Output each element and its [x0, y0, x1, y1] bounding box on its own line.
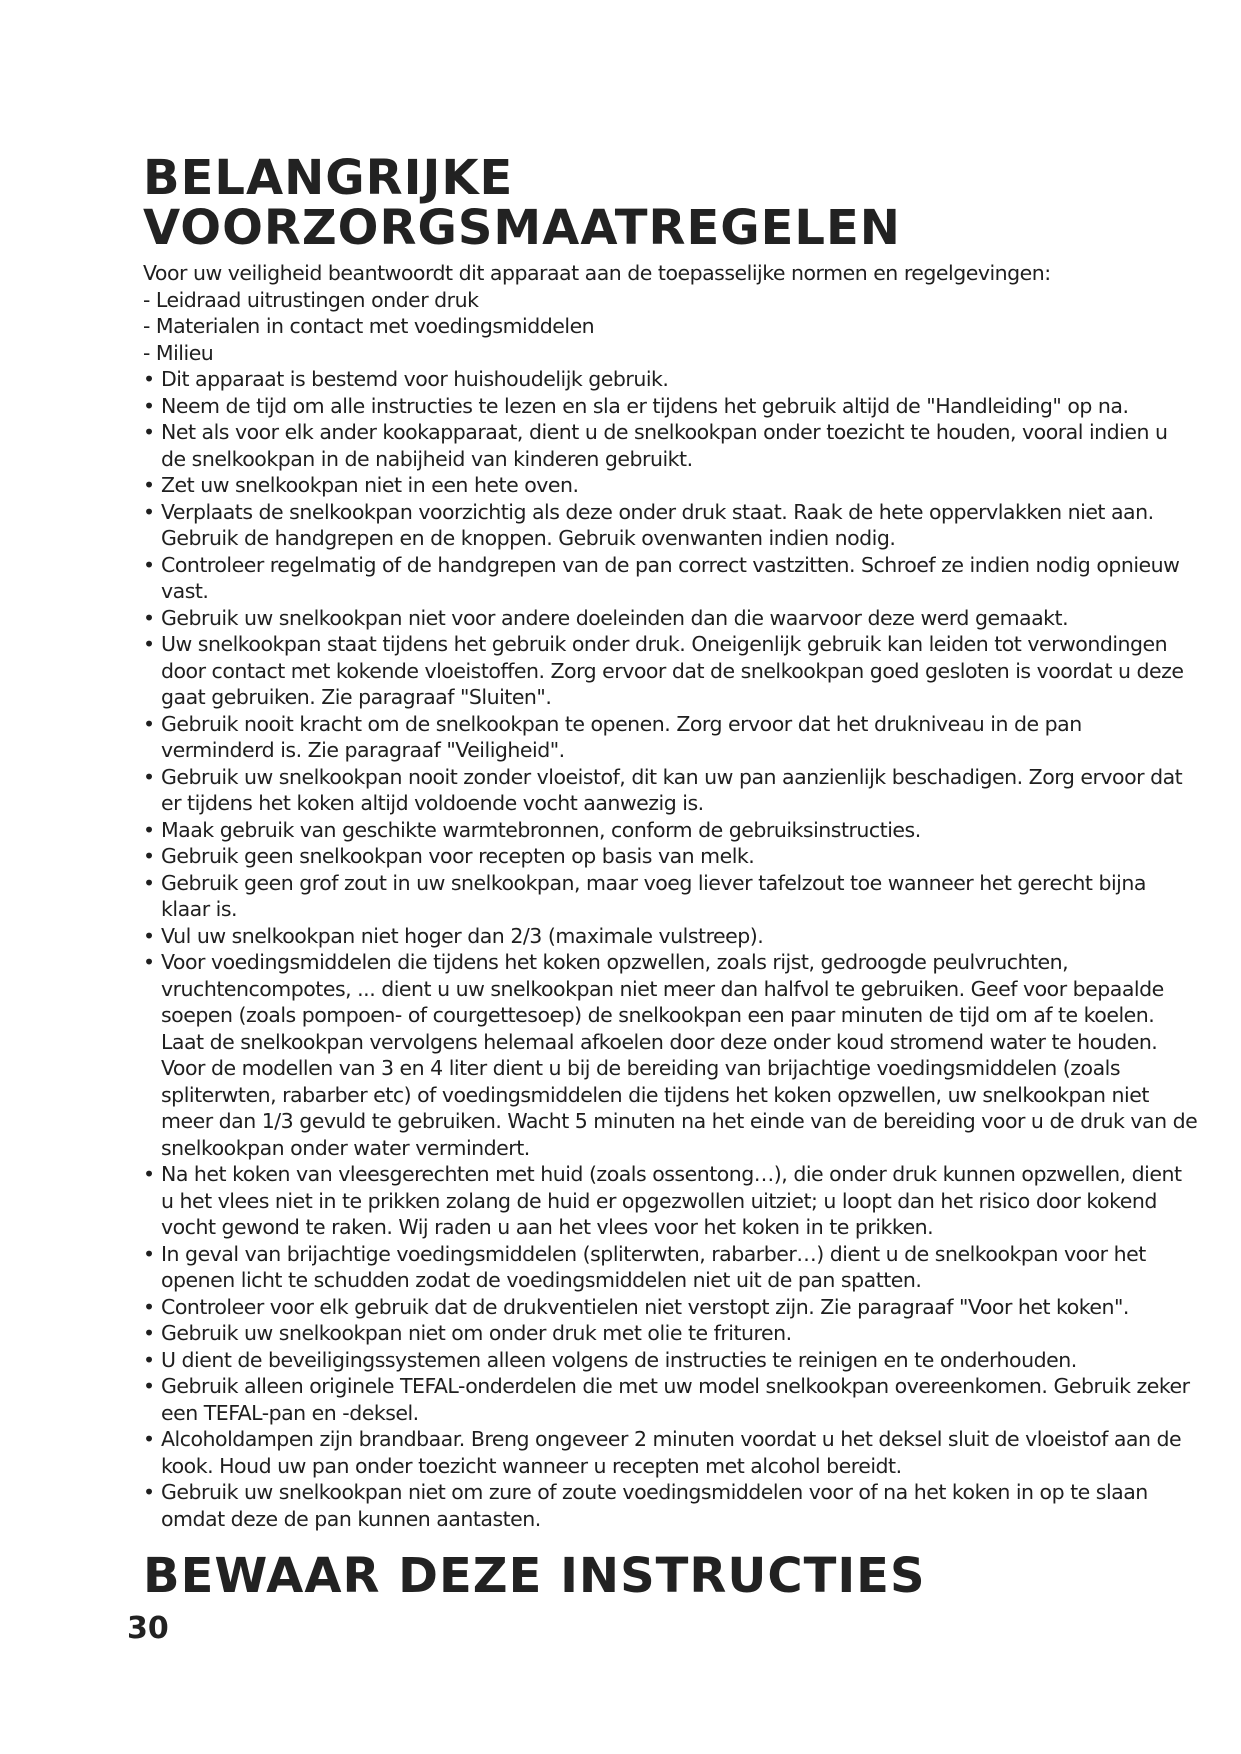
list-item-text: Voor voedingsmiddelen die tijdens het koken opzwellen, zoals rijst, gedroogde peulvruchten, vruchtencompotes, ... dient u uw snelkookpan niet meer dan halfvol te gebruiken. Geef voor bepaalde soepen (zoals pompoen- of courgettesoep) de snelkookpan een paar minuten de tijd om af te koelen. Laat de snelkookpan vervolgens helemaal afkoelen door deze onder koud stromend water te houden. Voor de modellen van 3 en 4 liter dient u bij de bereiding van brijachtige voedingsmiddelen (zoals spliterwten, rabarber etc) of voedingsmiddelen die tijdens het koken opzwellen, uw snelkookpan niet meer dan 1/3 gevuld te gebruiken. Wacht 5 minuten na het einde van de bereiding voor u de druk van de snelkookpan onder water vermindert.	[161, 950, 1198, 1160]
closing-title: BEWAAR DEZE INSTRUCTIES	[143, 1548, 926, 1604]
list-item-text: Neem de tijd om alle instructies te lezen en sla er tijdens het gebruik altijd de "Handleiding" op na.	[161, 393, 1129, 418]
bullet-icon: •	[143, 420, 155, 444]
norm-item: - Milieu	[143, 340, 214, 365]
list-item	[143, 419, 1198, 472]
bullet-icon: •	[143, 923, 155, 948]
precautions-list	[143, 366, 1198, 1532]
bullet-icon: •	[143, 711, 155, 736]
page-title-line-1: BELANGRIJKE	[143, 150, 514, 206]
bullet-icon: •	[143, 844, 155, 868]
list-item	[143, 1426, 1198, 1479]
list-item-text: Gebruik nooit kracht om de snelkookpan te openen. Zorg ervoor dat het drukniveau in de pan verminderd is. Zie paragraaf "Veiligheid".	[161, 711, 1082, 762]
bullet-icon: •	[143, 605, 155, 630]
list-item-text: Alcoholdampen zijn brandbaar. Breng ongeveer 2 minuten voordat u het deksel sluit de vloeistof aan de kook. Houd uw pan onder toezicht wanneer u recepten met alcohol bereidt.	[161, 1427, 1182, 1478]
bullet-icon: •	[143, 1427, 155, 1451]
bullet-icon: •	[143, 499, 155, 524]
list-item-text: Net als voor elk ander kookapparaat, dient u de snelkookpan onder toezicht te houden, vooral indien u de snelkookpan in de nabijheid van kinderen gebruikt.	[161, 420, 1168, 471]
list-item	[143, 499, 1198, 552]
list-item	[143, 366, 1198, 393]
list-item-text: Gebruik alleen originele TEFAL-onderdelen die met uw model snelkookpan overeenkomen. Gebruik zeker een TEFAL-pan en -deksel.	[161, 1374, 1190, 1425]
bullet-icon: •	[143, 950, 155, 974]
bullet-icon: •	[143, 1162, 155, 1186]
list-item-text: Zet uw snelkookpan niet in een hete oven.	[161, 473, 579, 497]
bullet-icon: •	[143, 632, 155, 656]
list-item	[143, 1161, 1198, 1241]
bullet-icon: •	[143, 1241, 155, 1266]
list-item-text: Na het koken van vleesgerechten met huid (zoals ossentong…), die onder druk kunnen opzwellen, dient u het vlees niet in te prikken zolang de huid er opgezwollen uitziet; u loopt dan het risico door kokend vocht gewond te raken. Wij raden u aan het vlees voor het koken in te prikken.	[161, 1162, 1182, 1239]
list-item	[143, 472, 1198, 499]
page-title	[143, 150, 1143, 256]
list-item	[143, 764, 1198, 817]
list-item-text: Gebruik uw snelkookpan nooit zonder vloeistof, dit kan uw pan aanzienlijk beschadigen. Zorg ervoor dat er tijdens het koken altijd voldoende vocht aanwezig is.	[161, 764, 1183, 815]
intro-text: Voor uw veiligheid beantwoordt dit apparaat aan de toepasselijke normen en regelgevingen:	[143, 261, 1051, 285]
bullet-icon: •	[143, 1480, 155, 1504]
page-title-line-2: VOORZORGSMAATREGELEN	[143, 200, 901, 256]
list-item-text: In geval van brijachtige voedingsmiddelen (spliterwten, rabarber…) dient u de snelkookpan voor het openen licht te schudden zodat de voedingsmiddelen niet uit de pan spatten.	[161, 1241, 1146, 1292]
list-item	[143, 1294, 1198, 1321]
bullet-icon: •	[143, 764, 155, 789]
bullet-icon: •	[143, 1374, 155, 1398]
list-item	[143, 1479, 1198, 1532]
list-item	[143, 1347, 1198, 1374]
bullet-icon: •	[143, 393, 155, 418]
list-item	[143, 1241, 1198, 1294]
list-item	[143, 949, 1198, 1161]
list-item	[143, 393, 1198, 420]
list-item	[143, 1373, 1198, 1426]
list-item-text: Gebruik geen grof zout in uw snelkookpan, maar voeg liever tafelzout toe wanneer het gerecht bijna klaar is.	[161, 870, 1146, 921]
list-item	[143, 817, 1198, 844]
bullet-icon: •	[143, 817, 155, 842]
precautions-body	[143, 260, 1198, 1532]
bullet-icon: •	[143, 552, 155, 577]
bullet-icon: •	[143, 870, 155, 895]
page-number: 30	[127, 1611, 169, 1646]
list-item	[143, 1320, 1198, 1347]
norm-item: - Leidraad uitrustingen onder druk	[143, 287, 479, 312]
list-item-text: Controleer regelmatig of de handgrepen van de pan correct vastzitten. Schroef ze indien nodig opnieuw vast.	[161, 552, 1180, 603]
bullet-icon: •	[143, 473, 155, 497]
list-item-text: Controleer voor elk gebruik dat de drukventielen niet verstopt zijn. Zie paragraaf "Voor het koken".	[161, 1294, 1129, 1319]
list-item	[143, 870, 1198, 923]
list-item	[143, 923, 1198, 950]
bullet-icon: •	[143, 1347, 155, 1372]
list-item-text: Gebruik uw snelkookpan niet om onder druk met olie te frituren.	[161, 1321, 792, 1345]
list-item	[143, 631, 1198, 711]
list-item-text: Gebruik geen snelkookpan voor recepten op basis van melk.	[161, 844, 755, 868]
list-item-text: Maak gebruik van geschikte warmtebronnen, conform de gebruiksinstructies.	[161, 817, 921, 842]
norm-item: - Materialen in contact met voedingsmiddelen	[143, 314, 595, 338]
bullet-icon: •	[143, 1294, 155, 1319]
list-item	[143, 843, 1198, 870]
list-item	[143, 711, 1198, 764]
list-item-text: U dient de beveiligingssystemen alleen volgens de instructies te reinigen en te onderhouden.	[161, 1347, 1077, 1372]
list-item-text: Uw snelkookpan staat tijdens het gebruik onder druk. Oneigenlijk gebruik kan leiden tot verwondingen door contact met kokende vloeistoffen. Zorg ervoor dat de snelkookpan goed gesloten is voordat u deze gaat gebruiken. Zie paragraaf "Sluiten".	[161, 632, 1184, 709]
list-item	[143, 605, 1198, 632]
list-item-text: Vul uw snelkookpan niet hoger dan 2/3 (maximale vulstreep).	[161, 923, 764, 948]
bullet-icon: •	[143, 1321, 155, 1345]
list-item	[143, 552, 1198, 605]
list-item-text: Gebruik uw snelkookpan niet voor andere doeleinden dan die waarvoor deze werd gemaakt.	[161, 605, 1069, 630]
list-item-text: Verplaats de snelkookpan voorzichtig als deze onder druk staat. Raak de hete oppervlakken niet aan. Gebruik de handgrepen en de knoppen. Gebruik ovenwanten indien nodig.	[161, 499, 1154, 550]
bullet-icon: •	[143, 367, 155, 391]
list-item-text: Dit apparaat is bestemd voor huishoudelijk gebruik.	[161, 367, 669, 391]
list-item-text: Gebruik uw snelkookpan niet om zure of zoute voedingsmiddelen voor of na het koken in op te slaan omdat deze de pan kunnen aantasten.	[161, 1480, 1148, 1531]
